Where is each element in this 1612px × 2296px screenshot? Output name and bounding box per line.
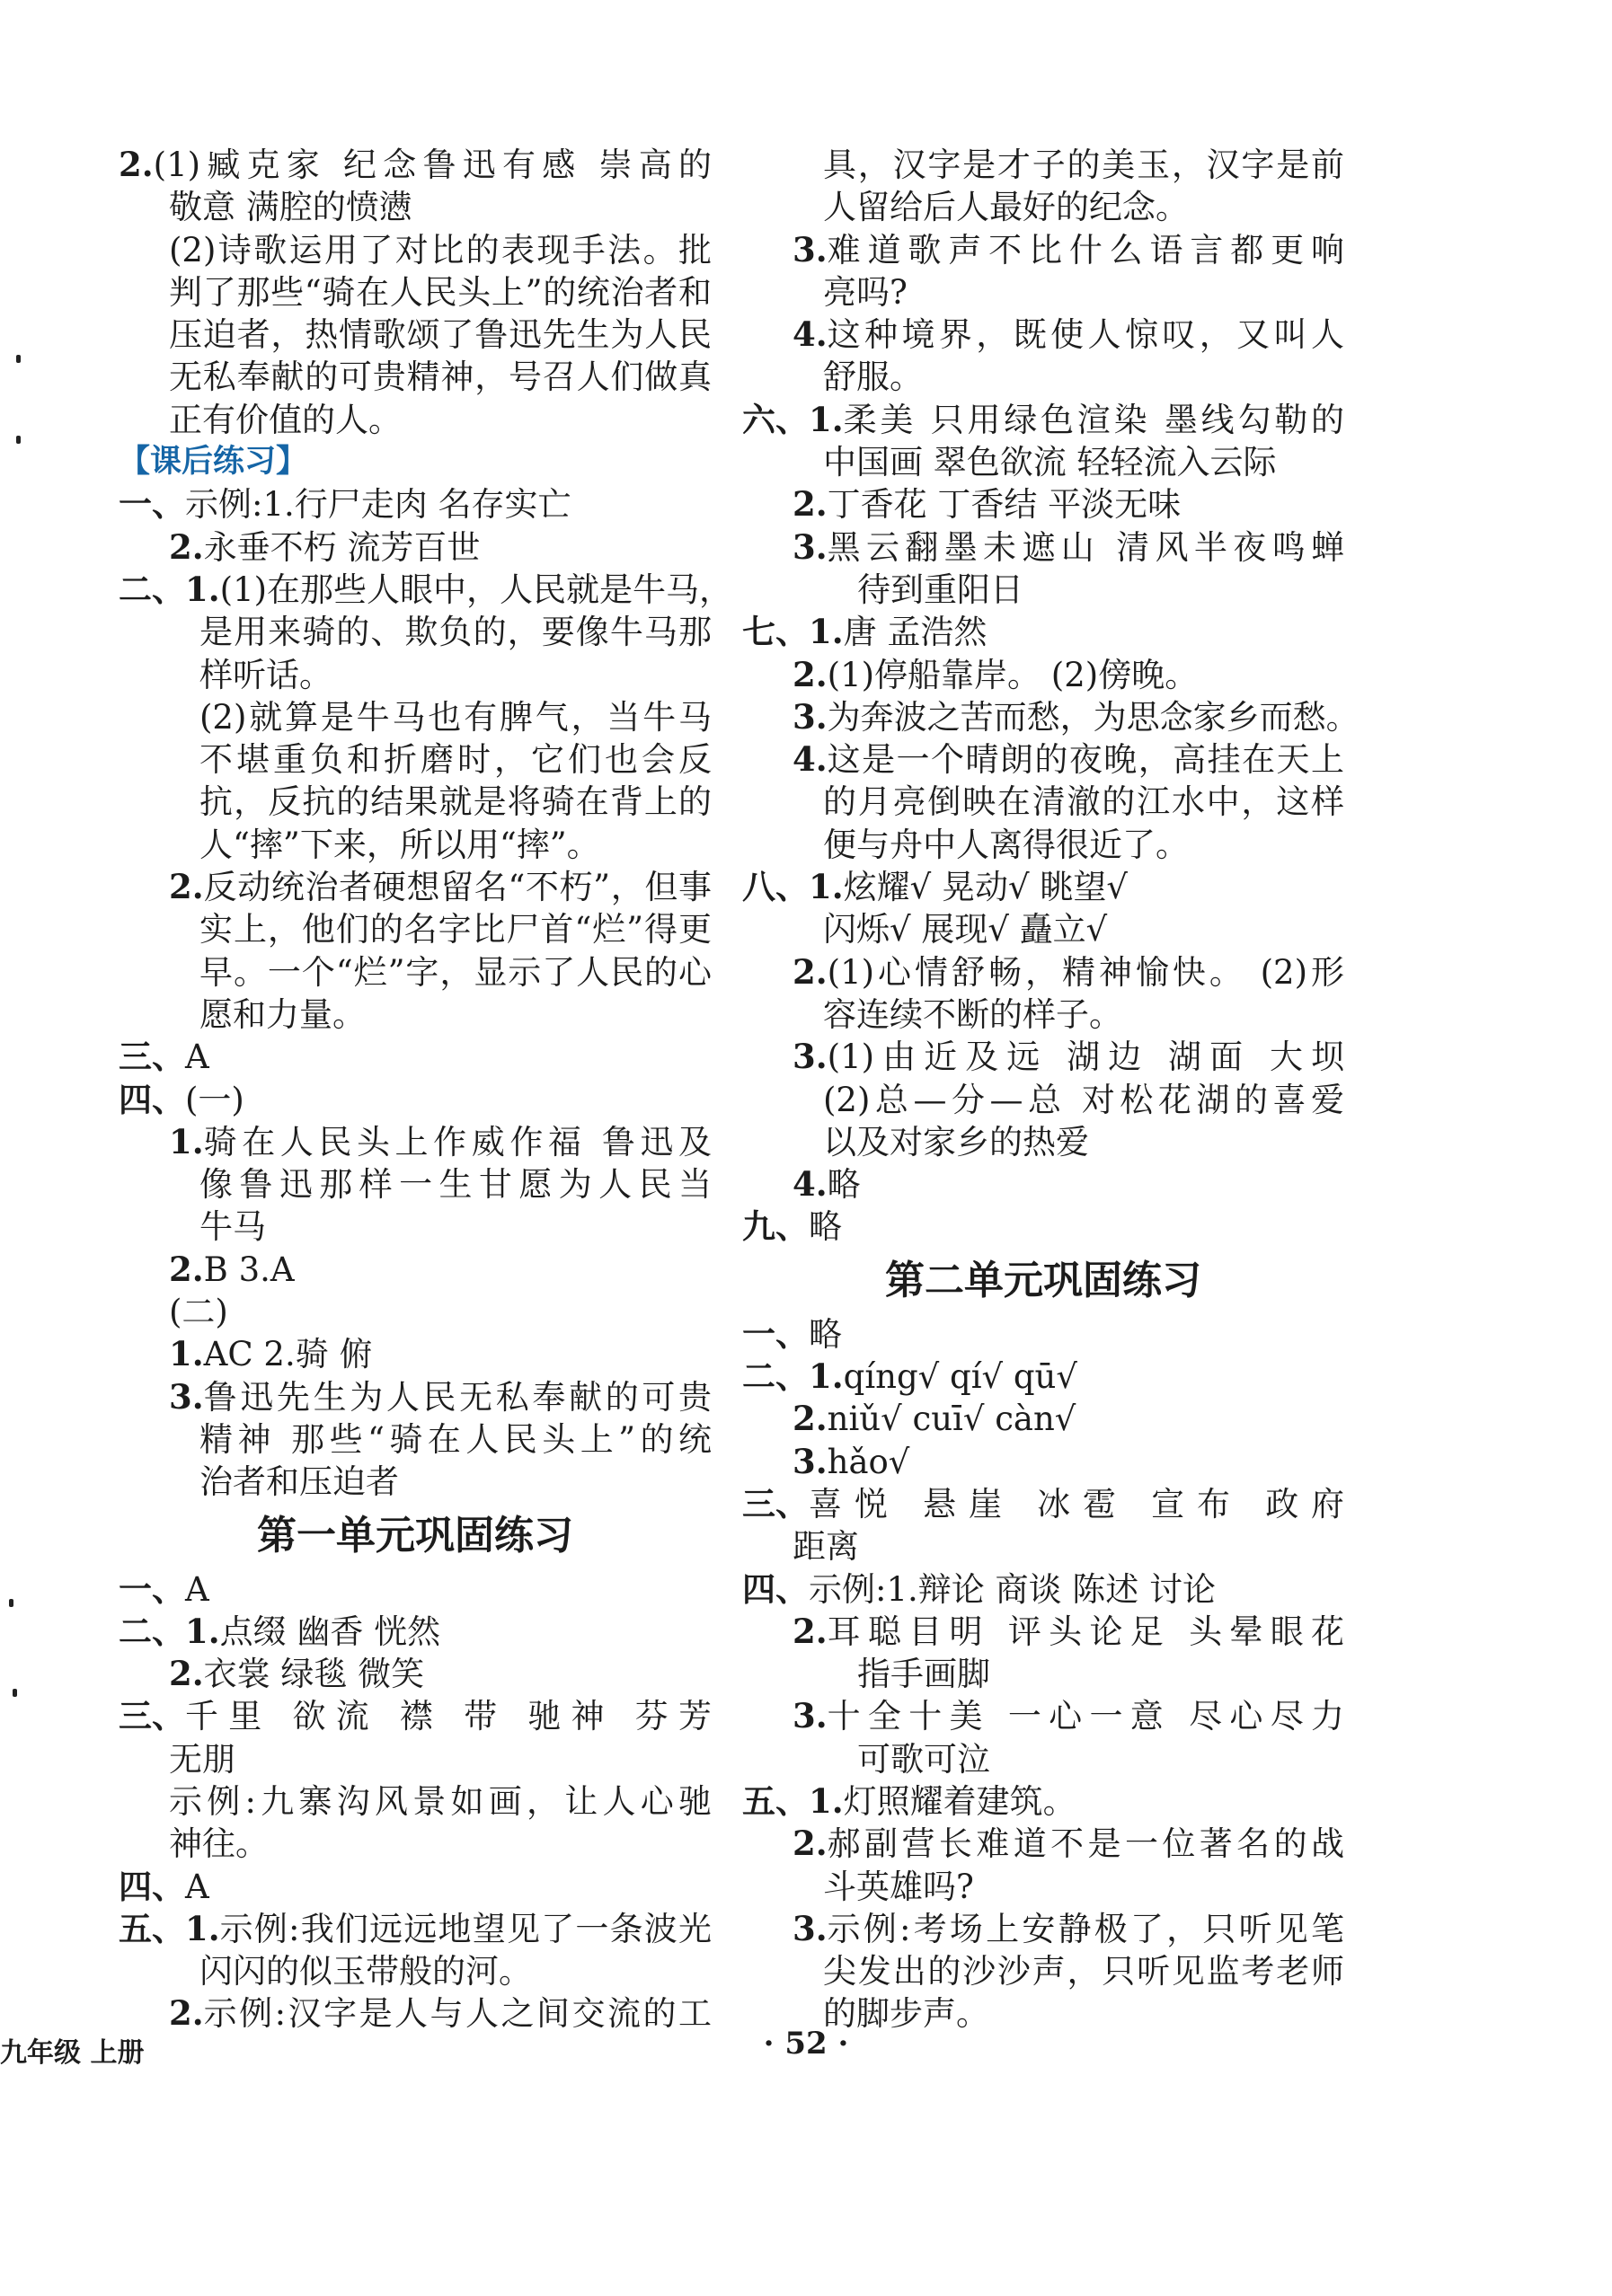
answer-line [119,1418,712,1461]
answer-text: 指手画脚 [857,1655,990,1694]
answer-text: (一) [185,1080,244,1119]
answer-line [742,824,1344,866]
question-number: 四、 [742,1568,809,1609]
answer-text: 敬意 满腔的愤懑 [169,188,412,227]
answer-text: 黑云翻墨未遮山 清风半夜鸣蝉 [827,527,1344,567]
answer-line [119,696,712,738]
answer-line [119,399,712,441]
answer-text: 距离 [793,1527,859,1567]
question-number: 2. [793,1399,828,1439]
answer-line [742,1738,1344,1780]
answer-line [742,611,1344,653]
answer-text: 略 [809,1207,842,1247]
answer-text: 便与舟中人离得很近了。 [823,825,1189,864]
answer-line [742,866,1344,908]
answer-text: 这种境界，既使人惊叹，又叫人 [827,315,1344,355]
answer-line [742,483,1344,525]
answer-text: 丁香花 丁香结 平淡无味 [827,485,1182,525]
answer-text: 示例:我们远远地望见了一条波光 [219,1909,712,1948]
scan-speck [16,355,21,363]
question-number: 九、 [742,1206,809,1247]
answer-line [742,569,1344,611]
answer-text: 柔美 只用绿色渲染 墨线勾勒的 [843,400,1344,439]
answer-text: 是用来骑的、欺负的，要像牛马那 [199,613,712,652]
grade-label: 九年级 上册 [0,2037,145,2069]
answer-line [119,356,712,398]
section-title: 【课后练习】 [119,444,308,481]
answer-line [119,1908,712,1950]
answer-line [742,1866,1344,1908]
answer-line [119,611,712,653]
question-number: 五、1. [119,1908,220,1948]
answer-text: 精神 那些“骑在人民头上”的统 [199,1419,712,1459]
answer-text: 衣裳 绿毯 微笑 [203,1655,425,1694]
answer-text: 亮吗? [823,272,908,312]
answer-line [119,781,712,823]
answer-text: 斗英雄吗? [823,1867,974,1906]
answer-line [742,1163,1344,1205]
question-number: 四、 [119,1079,185,1119]
answer-line [742,696,1360,738]
answer-text: 骑在人民头上作威作福 鲁迅及 [203,1122,712,1161]
answer-line [119,1611,712,1653]
answer-line [742,441,1344,483]
answer-text: 示例:汉字是人与人之间交流的工 [203,1994,712,2034]
answer-text: 治者和压迫者 [199,1462,399,1502]
question-number: 2. [169,1993,204,2034]
answer-text: 炫耀√ 晃动√ 眺望√ [843,868,1128,907]
question-number: 二、1. [119,1611,220,1651]
answer-line [742,1441,1344,1483]
answer-text: 抗，反抗的结果就是将骑在背上的 [199,782,712,822]
question-number: 三、 [119,1037,185,1077]
question-number: 2. [793,1824,828,1864]
answer-text: 不堪重负和折磨时，它们也会反 [199,740,712,780]
right-answer-column [742,144,1360,2035]
answer-text: 神往。 [169,1824,269,1864]
scan-speck [13,1689,17,1697]
question-number: 3. [793,1037,828,1077]
answer-text: 耳聪目明 评头论足 头晕眼花 [827,1612,1344,1651]
answer-text: A [185,1569,209,1609]
answer-line [119,993,712,1036]
answer-line [742,993,1344,1036]
answer-text: 无朋 [169,1739,235,1779]
answer-line [119,1333,712,1375]
answer-text: B 3.A [203,1250,295,1289]
answer-text: 难道歌声不比什么语言都更响 [827,230,1344,269]
question-number: 2. [793,1611,828,1651]
answer-line [119,908,712,950]
answer-text: (2)就算是牛马也有脾气，当牛马 [199,697,712,737]
answer-text: 点缀 幽香 恍然 [219,1612,441,1651]
question-number: 二、1. [742,1356,844,1397]
answer-text: 待到重阳日 [857,570,1023,609]
question-number: 五、1. [742,1780,844,1821]
answer-line [119,229,712,271]
answer-line [742,1780,1344,1823]
answer-line [119,1653,712,1695]
question-number: 2. [169,867,204,907]
answer-line [742,1079,1344,1121]
answer-text: 实上，他们的名字比尸首“烂”得更 [199,910,712,949]
answer-text: 像鲁迅那样一生甘愿为人民当 [199,1165,712,1205]
answer-text: 千里 欲流 襟 带 驰神 芬芳 [185,1697,712,1736]
answer-line [742,313,1344,356]
question-number: 七、1. [742,612,844,652]
answer-text: 人“摔”下来，所以用“摔”。 [199,825,600,864]
answer-line [119,1205,712,1248]
answer-text: 尖发出的沙沙声，只听见监考老师 [823,1952,1344,1991]
answer-text: 略 [809,1314,842,1354]
question-number: 3. [793,1696,828,1736]
answer-text: 以及对家乡的热爱 [823,1122,1089,1161]
answer-text: 压迫者，热情歌颂了鲁迅先生为人民 [169,315,712,355]
question-number: 2. [793,484,828,525]
answer-line [742,1653,1344,1695]
answer-line [742,738,1344,781]
answer-line [742,271,1344,313]
answer-line [119,1950,712,1992]
answer-line [119,1738,712,1780]
answer-text: 愿和力量。 [199,994,366,1034]
answer-text: 人留给后人最好的纪念。 [823,188,1189,227]
answer-line [742,1950,1344,1992]
answer-line [742,1398,1344,1440]
answer-text: hǎo√ [827,1442,910,1481]
answer-line [119,1376,712,1418]
answer-text: 早。一个“烂”字，显示了人民的心 [199,952,712,992]
answer-text: qíng√ qí√ qū√ [843,1357,1077,1397]
answer-text: 的脚步声。 [823,1994,989,2034]
answer-line [119,569,733,611]
answer-line [119,1249,712,1291]
answer-text: (1)心情舒畅，精神愉快。 (2)形 [827,952,1344,992]
answer-line [119,738,712,781]
section-label [119,441,712,483]
answer-line [742,399,1344,441]
answer-text: 无私奉献的可贵精神，号召人们做真 [169,358,712,397]
answer-text: 可歌可泣 [857,1739,990,1779]
answer-text: (1)在那些人眼中，人民就是牛马， [219,570,733,609]
answer-line [119,1079,712,1121]
answer-text: (2)总—分—总 对松花湖的喜爱 [823,1080,1344,1119]
answer-line [119,1121,712,1163]
question-number: 三、 [742,1483,809,1523]
answer-line [119,866,712,908]
answer-line [742,1313,1344,1356]
question-number: 2. [119,145,154,184]
answer-line [119,1291,712,1333]
answer-line [742,1036,1344,1078]
answer-line [119,271,712,313]
question-number: 3. [793,229,828,269]
answer-text: 反动统治者硬想留名“不朽”，但事 [203,868,712,907]
answer-text: 正有价值的人。 [169,400,402,439]
answer-text: 牛马 [199,1207,266,1247]
question-number: 一、 [119,1568,185,1609]
answer-text: 容连续不断的样子。 [823,994,1122,1034]
answer-line [742,1525,1344,1567]
answer-line [119,1036,712,1078]
answer-text: A [185,1038,209,1077]
question-number: 3. [793,526,828,567]
answer-text: AC 2.骑 俯 [203,1335,373,1374]
answer-text: 为奔波之苦而愁，为思念家乡而愁。 [827,697,1360,737]
answer-text: (1)臧克家 纪念鲁迅有感 崇高的 [153,146,712,184]
question-number: 3. [793,1441,828,1481]
answer-line [742,781,1344,823]
answer-text: 中国画 翠色欲流 轻轻流入云际 [823,443,1277,482]
answer-line [742,356,1344,398]
question-number: 2. [169,1249,204,1289]
question-number: 四、 [119,1866,185,1906]
answer-line [119,483,712,525]
answer-line [742,1356,1344,1398]
page-number: · 52 · [763,2026,849,2062]
answer-line [119,313,712,356]
question-number: 2. [169,526,204,567]
answer-line [742,229,1344,271]
answer-text: 的月亮倒映在清澈的江水中，这样 [823,782,1344,822]
answer-line [119,1163,712,1205]
answer-text: 舒服。 [823,358,923,397]
answer-line [742,526,1344,569]
question-number: 1. [169,1121,204,1161]
answer-text: 灯照耀着建筑。 [843,1781,1076,1821]
answer-text: 略 [827,1165,861,1205]
answer-line [742,186,1344,228]
answer-text: (2)诗歌运用了对比的表现手法。批 [169,230,712,269]
answer-line [119,526,712,569]
answer-text: 永垂不朽 流芳百世 [203,527,481,567]
answer-line [742,1823,1344,1865]
unit-heading: 第一单元巩固练习 [257,1512,573,1559]
answer-line [742,1483,1344,1525]
question-number: 2. [793,654,828,694]
answer-line [119,824,712,866]
answer-line [119,144,712,186]
answer-line [119,1866,712,1908]
answer-text: 样听话。 [199,655,332,694]
question-number: 一、 [742,1313,809,1354]
answer-line [119,1823,712,1865]
question-number: 一、 [119,484,185,525]
question-number: 3. [793,696,828,737]
answer-line [119,186,712,228]
question-number: 六、1. [742,399,844,439]
scan-speck [9,1599,13,1607]
question-number: 二、1. [119,569,220,609]
answer-text: 具，汉字是才子的美玉，汉字是前 [823,146,1344,184]
unit-heading: 第二单元巩固练习 [885,1257,1201,1303]
answer-text: 判了那些“骑在人民头上”的统治者和 [169,272,712,312]
answer-text: 示例:1.辩论 商谈 陈述 讨论 [809,1569,1217,1609]
answer-text: 这是一个晴朗的夜晚，高挂在天上 [827,740,1344,780]
question-number: 1. [169,1334,204,1374]
answer-line [742,1908,1344,1950]
answer-text: 喜悦 悬崖 冰雹 宣布 政府 [809,1484,1344,1523]
question-number: 3. [169,1376,204,1417]
answer-line [119,1695,712,1737]
answer-line [742,1121,1344,1163]
question-number: 八、1. [742,867,844,907]
answer-text: (二) [169,1293,228,1332]
answer-text: niǔ√ cuī√ càn√ [827,1400,1076,1439]
question-number: 4. [793,739,828,780]
answer-line [119,654,712,696]
answer-text: 示例:九寨沟风景如画，让人心驰 [169,1781,712,1821]
answer-text: 闪闪的似玉带般的河。 [199,1952,532,1991]
answer-line [119,1568,712,1611]
answer-text: 唐 孟浩然 [843,613,988,652]
answer-text: A [185,1867,209,1906]
answer-text: 闪烁√ 展现√ 矗立√ [823,910,1108,949]
answer-line [742,1611,1344,1653]
question-number: 4. [793,314,828,355]
question-number: 3. [793,1908,828,1948]
answer-text: (1)停船靠岸。 (2)傍晚。 [827,655,1199,694]
answer-line [742,951,1344,993]
answer-line [742,1695,1344,1737]
answer-text: 郝副营长难道不是一位著名的战 [827,1824,1344,1864]
question-number: 4. [793,1164,828,1205]
answer-line [742,654,1344,696]
answer-line [119,1461,712,1503]
answer-text: (1)由近及远 湖边 湖面 大坝 [827,1038,1344,1077]
answer-text: 鲁迅先生为人民无私奉献的可贵 [203,1377,712,1417]
left-answer-column [119,144,733,2035]
scan-speck [16,436,21,444]
answer-line [742,908,1344,950]
answer-text: 示例:1.行尸走肉 名存实亡 [185,485,571,525]
answer-text: 十全十美 一心一意 尽心尽力 [827,1697,1344,1736]
answer-line [742,144,1344,186]
answer-line [119,951,712,993]
answer-line [742,1205,1344,1248]
question-number: 三、 [119,1696,185,1736]
answer-text: 示例:考场上安静极了，只听见笔 [827,1909,1344,1948]
question-number: 2. [793,951,828,992]
answer-line [119,1780,712,1823]
question-number: 2. [169,1654,204,1694]
answer-line [742,1568,1344,1611]
